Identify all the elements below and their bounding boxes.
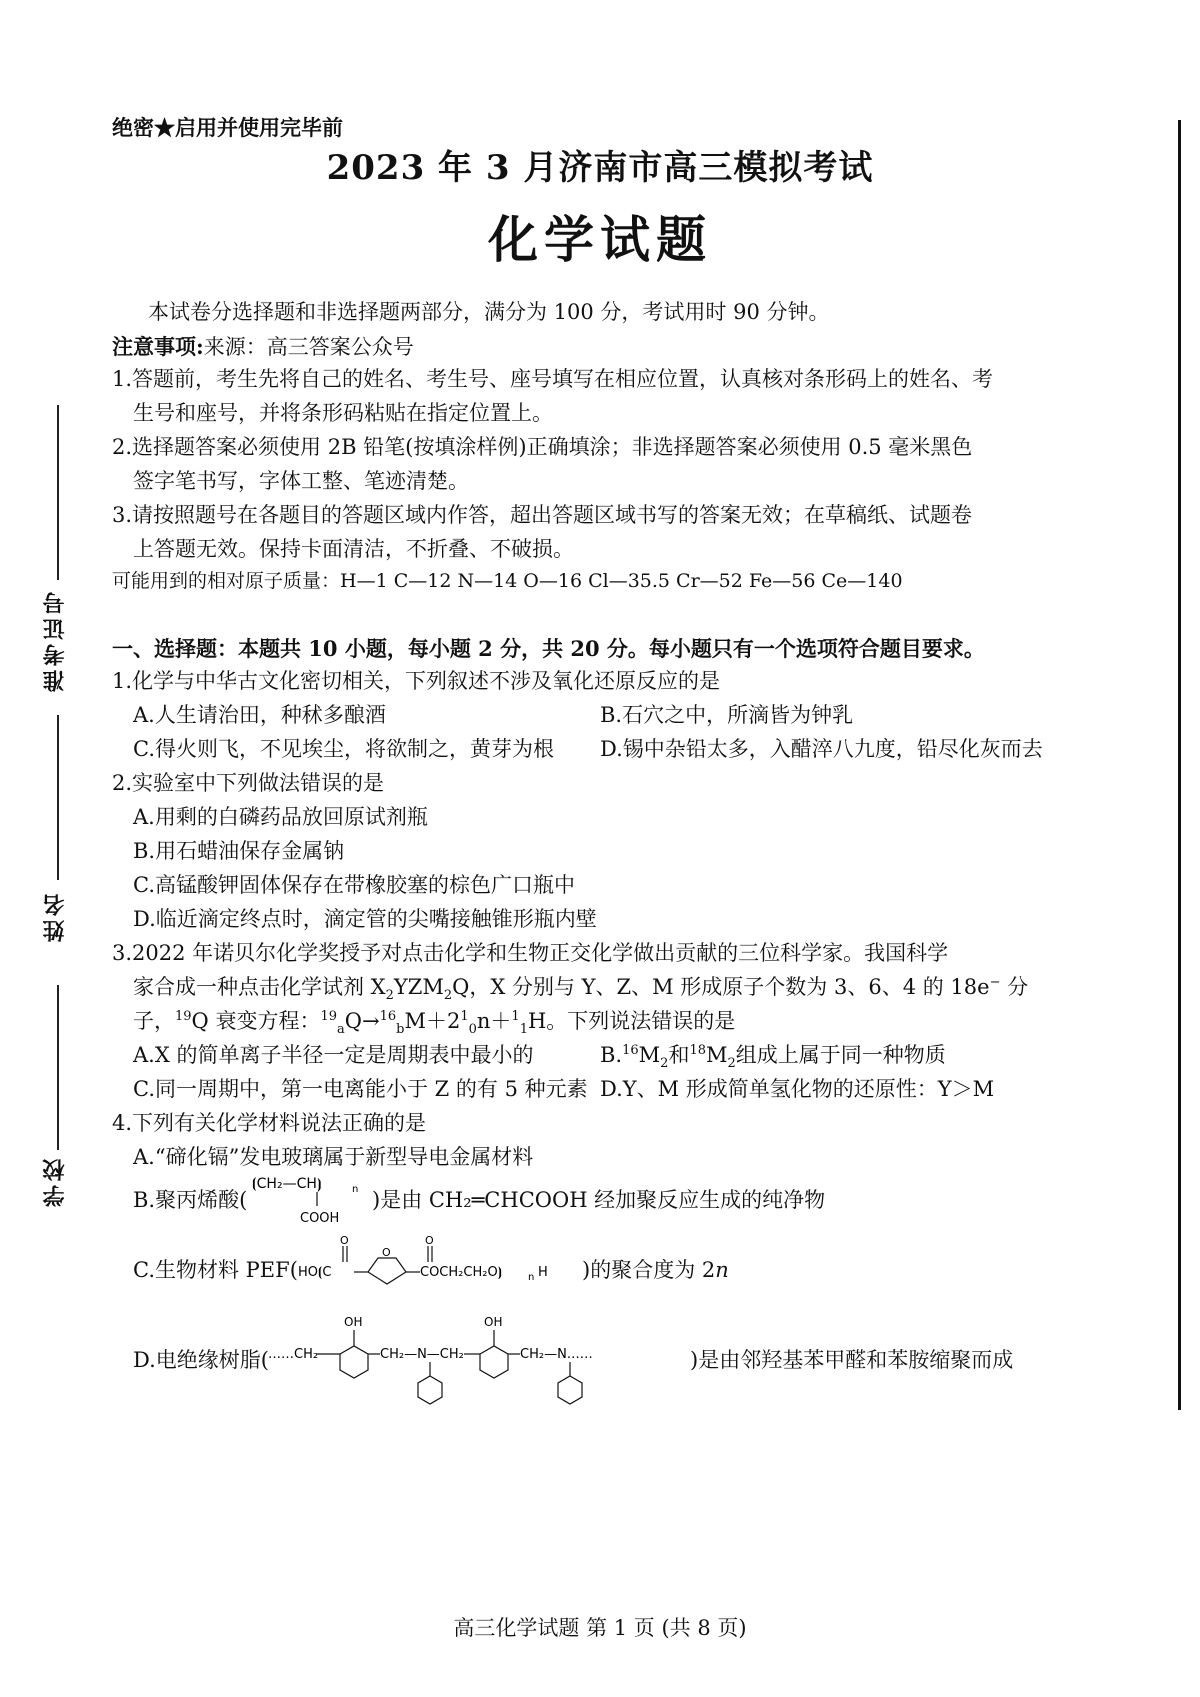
q1-option-b: B.石穴之中，所滴皆为钟乳: [600, 703, 854, 727]
svg-text:n: n: [352, 1184, 359, 1195]
q3-line3-part-f: H。下列说法错误的是: [527, 1009, 736, 1033]
svg-text:COOH: COOH: [300, 1211, 340, 1226]
right-border-line: [1178, 120, 1181, 1410]
school-label: 学校: [43, 1155, 68, 1207]
svg-text:CH₂—N—CH₂: CH₂—N—CH₂: [380, 1347, 464, 1362]
svg-text:CH₂—N……: CH₂—N……: [520, 1347, 593, 1362]
svg-text:O: O: [425, 1234, 434, 1247]
q3-line2-part-d: 分: [1000, 975, 1029, 999]
pef-structure: [296, 1232, 586, 1292]
svg-text:COCH₂CH₂O⦘: COCH₂CH₂O⦘: [420, 1265, 502, 1280]
resin-structure: [268, 1308, 678, 1442]
q3-line2-part-c: Q，X 分别与 Y、Z、M 形成原子个数为 3、6、4 的 18e: [452, 975, 990, 999]
school-line: [57, 985, 59, 1150]
q4-option-c-suffix: [582, 1258, 729, 1283]
q4-stem: 4.下列有关化学材料说法正确的是: [112, 1111, 427, 1135]
q4-option-c-n: n: [715, 1258, 729, 1282]
q1-option-c: C.得火则飞，不见埃尘，将欲制之，黄芽为根: [133, 737, 554, 761]
q4-option-c-suffix-text: )的聚合度为 2: [582, 1258, 716, 1282]
svg-text:H: H: [538, 1265, 548, 1280]
confidential-label: 绝密★启用并使用完毕前: [112, 115, 343, 140]
notice-heading: 注意事项:: [112, 334, 204, 359]
svg-text:HO⦗C: HO⦗C: [298, 1265, 332, 1280]
q1-option-a: A.人生请治田，种秫多酿酒: [133, 703, 386, 727]
q3-stem-line-3: 子，$^{19}$Q 衰变方程：$^{19}_aQ\to^{16}_bM+2^1_0n+^1_1H$。下列说法错误的是: [133, 1009, 736, 1038]
q3-line3-part-e: n＋: [476, 1009, 512, 1033]
svg-text:O: O: [382, 1246, 391, 1259]
notice-heading-row: [112, 334, 414, 360]
q3-line2-part-a: 家合成一种点击化学试剂 X: [133, 975, 386, 999]
source-note: 来源：高三答案公众号: [203, 335, 414, 359]
q3-b-part-c: 和: [668, 1043, 690, 1067]
page-footer: 高三化学试题 第 1 页 (共 8 页): [453, 1616, 747, 1640]
q4-option-d-prefix: D.电绝缘树脂(: [133, 1348, 269, 1372]
exam-title: 2023 年 3 月济南市高三模拟考试: [326, 148, 874, 188]
svg-text:O: O: [340, 1234, 349, 1247]
q4-option-d-suffix: )是由邻羟基苯甲醛和苯胺缩聚而成: [690, 1348, 1014, 1372]
notice-item-3-line-1: 3.请按照题号在各题目的答题区域内作答，超出答题区域书写的答案无效；在草稿纸、试题卷: [112, 503, 973, 527]
name-label: 姓名: [43, 890, 68, 942]
q4-option-c-prefix: C.生物材料 PEF(: [133, 1258, 298, 1282]
q1-stem: 1.化学与中华古文化密切相关，下列叙述不涉及氧化还原反应的是: [112, 669, 721, 693]
svg-text:OH: OH: [344, 1315, 363, 1329]
admission-number-line: [57, 405, 59, 580]
admission-number-label: 准考证号: [43, 588, 68, 692]
svg-text:n: n: [528, 1272, 535, 1283]
q3-line3-part-b: Q 衰变方程：: [191, 1009, 321, 1033]
q3-b-part-e: 组成上属于同一种物质: [735, 1043, 946, 1067]
q3-line3-part-c: Q→: [344, 1009, 380, 1033]
q3-b-part-d: M: [706, 1043, 728, 1067]
notice-item-3-line-2: 上答题无效。保持卡面清洁，不折叠、不破损。: [133, 537, 574, 561]
q4-option-a: A.“碲化镉”发电玻璃属于新型导电金属材料: [133, 1145, 534, 1169]
q3-stem-line-1: 3.2022 年诺贝尔化学奖授予对点击化学和生物正交化学做出贡献的三位科学家。我国科学: [112, 941, 949, 965]
q3-option-b: $B.^{16}M_2$和$^{18}M_2$组成上属于同一种物质: [600, 1043, 946, 1072]
svg-text:……CH₂: ……CH₂: [268, 1347, 319, 1362]
q3-b-part-a: B.: [600, 1043, 623, 1067]
q2-option-c: C.高锰酸钾固体保存在带橡胶塞的棕色广口瓶中: [133, 873, 575, 897]
notice-item-2-line-1: 2.选择题答案必须使用 2B 铅笔(按填涂样例)正确填涂；非选择题答案必须使用 0.5 毫米黑色: [112, 435, 973, 459]
q2-option-d: D.临近滴定终点时，滴定管的尖嘴接触锥形瓶内壁: [133, 907, 597, 931]
q4-option-b-prefix: B.聚丙烯酸(: [133, 1188, 248, 1212]
q3-option-c: C.同一周期中，第一电离能小于 Z 的有 5 种元素: [133, 1077, 588, 1101]
svg-text:OH: OH: [484, 1315, 503, 1329]
atomic-masses: 可能用到的相对原子质量：H—1 C—12 N—14 O—16 Cl—35.5 Cr—52 Fe—56 Ce—140: [112, 570, 903, 592]
notice-item-1-line-2: 生号和座号，并将条形码粘贴在指定位置上。: [133, 401, 553, 425]
q2-stem: 2.实验室中下列做法错误的是: [112, 771, 385, 795]
subject-title: 化学试题: [488, 210, 712, 269]
school-field: [30, 985, 86, 1215]
q3-option-d: D.Y、M 形成简单氢化物的还原性：Y＞M: [600, 1077, 995, 1101]
q4-option-b-suffix: )是由 CH₂═CHCOOH 经加聚反应生成的纯净物: [372, 1188, 826, 1212]
intro-text: 本试卷分选择题和非选择题两部分，满分为 100 分，考试用时 90 分钟。: [148, 300, 830, 324]
notice-item-1-line-1: 1.答题前，考生先将自己的姓名、考生号、座号填写在相应位置，认真核对条形码上的姓名、考: [112, 367, 994, 391]
q3-b-part-b: M: [638, 1043, 661, 1067]
q1-option-d: D.锡中杂铅太多，入醋淬八九度，铅尽化灰而去: [600, 737, 1043, 761]
q3-line3-part-a: 子，: [133, 1009, 175, 1033]
polyacrylic-acid-structure: [248, 1170, 378, 1234]
svg-text:⦗CH₂—CH⦘: ⦗CH₂—CH⦘: [252, 1176, 322, 1192]
q2-option-a: A.用剩的白磷药品放回原试剂瓶: [133, 805, 428, 829]
q3-stem-line-2: 家合成一种点击化学试剂 $X_2YZM_2Q$，X 分别与 Y、Z、M 形成原子个数为 3、6、4 的 18e− 分: [133, 975, 1029, 1004]
q3-line2-part-b: YZM: [393, 975, 444, 999]
name-field: [30, 715, 86, 955]
admission-number-field: [30, 405, 86, 725]
q2-option-b: B.用石蜡油保存金属钠: [133, 839, 345, 863]
notice-item-2-line-2: 签字笔书写，字体工整、笔迹清楚。: [133, 469, 469, 493]
q3-line3-part-d: M＋2: [404, 1009, 461, 1033]
name-line: [57, 715, 59, 880]
section-1-heading: 一、选择题：本题共 10 小题，每小题 2 分，共 20 分。每小题只有一个选项符合题目要求。: [112, 636, 985, 661]
q3-option-a: A.X 的简单离子半径一定是周期表中最小的: [133, 1043, 534, 1067]
